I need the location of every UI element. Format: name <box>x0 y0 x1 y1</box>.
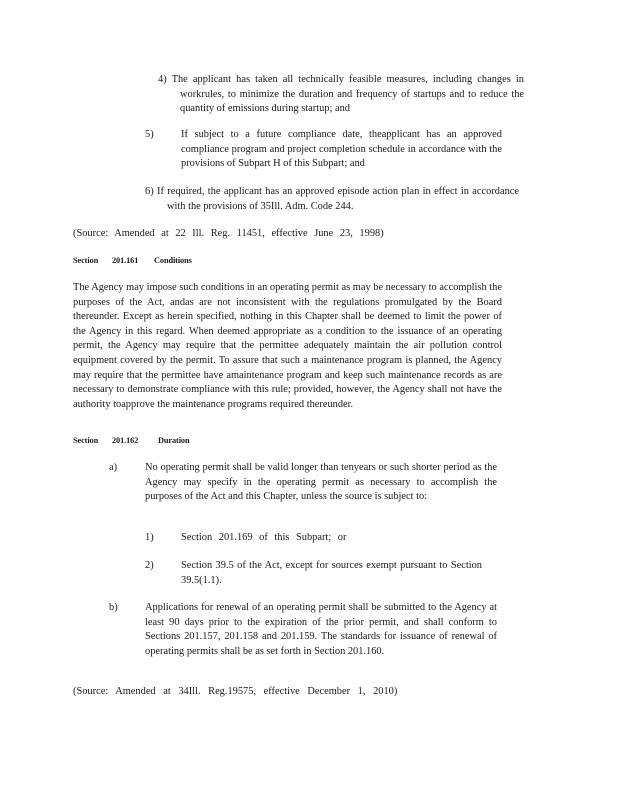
list-item-6: 6) If required, the applicant has an approved episode action plan in effect in accordance with the provisions of 35Ill. Adm. Code 244. <box>145 186 519 212</box>
section-number: 201.161 <box>112 256 139 265</box>
subsection-b-text: Applications for renewal of an operating permit shall be submitted to the Agency at least 90 days prior to the expiration of the prior permit, and shall conform to Sections 201.157, 201.158 and 201.159. The standards for issuance of renewal of operating permits shall be as set forth in Section 201.160. <box>145 602 497 657</box>
section-number: 201.162 <box>112 436 139 445</box>
source-note-1: (Source: Amended at 22 Ill. Reg. 11451, effective June 23, 1998) <box>73 228 384 239</box>
source-note-2: (Source: Amended at 34Ill. Reg.19575, effective December 1, 2010) <box>73 686 398 697</box>
subitem-2-text: Section 39.5 of the Act, except for sources exempt pursuant to Section 39.5(1.1). <box>181 560 482 586</box>
section-title: Duration <box>158 436 190 445</box>
subsection-a-label: a) <box>109 462 118 473</box>
section-title: Conditions <box>154 256 192 265</box>
subitem-1-text: Section 201.169 of this Subpart; or <box>181 532 347 543</box>
list-item-4: 4) The applicant has taken all technically feasible measures, including changes in workrules, to minimize the duration and frequency of startups and to reduce the quantity of emissions during startup; and <box>158 74 524 115</box>
section-label: Section <box>73 256 99 265</box>
section-body-201-161: The Agency may impose such conditions in an operating permit as may be necessary to accomplish the purposes of the Act, andas are not inconsistent with the regulations promulgated by the Board thereunder. Except as herein specified, nothing in this Chapter shall be deemed to limit the power of the Agency in this regard. When deemed appropriate as a condition to the issuance of an operating permit, the Agency may require that the permittee adequately maintain the air pollution control equipment covered by the permit. To assure that such a maintenance program is planned, the Agency may require that the permittee have amaintenance program and keep such maintenance records as are necessary to demonstrate compliance with this rule; provided, however, the Agency shall not have the authority toapprove the maintenance programs required thereunder. <box>73 282 502 410</box>
section-label: Section <box>73 436 99 445</box>
subitem-2-label: 2) <box>145 560 154 571</box>
subsection-b-label: b) <box>109 602 118 613</box>
subitem-1-label: 1) <box>145 532 154 543</box>
list-item-5: If subject to a future compliance date, theapplicant has an approved compliance program and project completion schedule in accordance with the provisions of Subpart H of this Subpart; and <box>181 129 502 170</box>
list-item-5-number: 5) <box>145 129 154 140</box>
subsection-a-text: No operating permit shall be valid longer than tenyears or such shorter period as the Agency may specify in the operating permit as necessary to accomplish the purposes of the Act and this Chapter, unless the source is subject to: <box>145 462 497 503</box>
